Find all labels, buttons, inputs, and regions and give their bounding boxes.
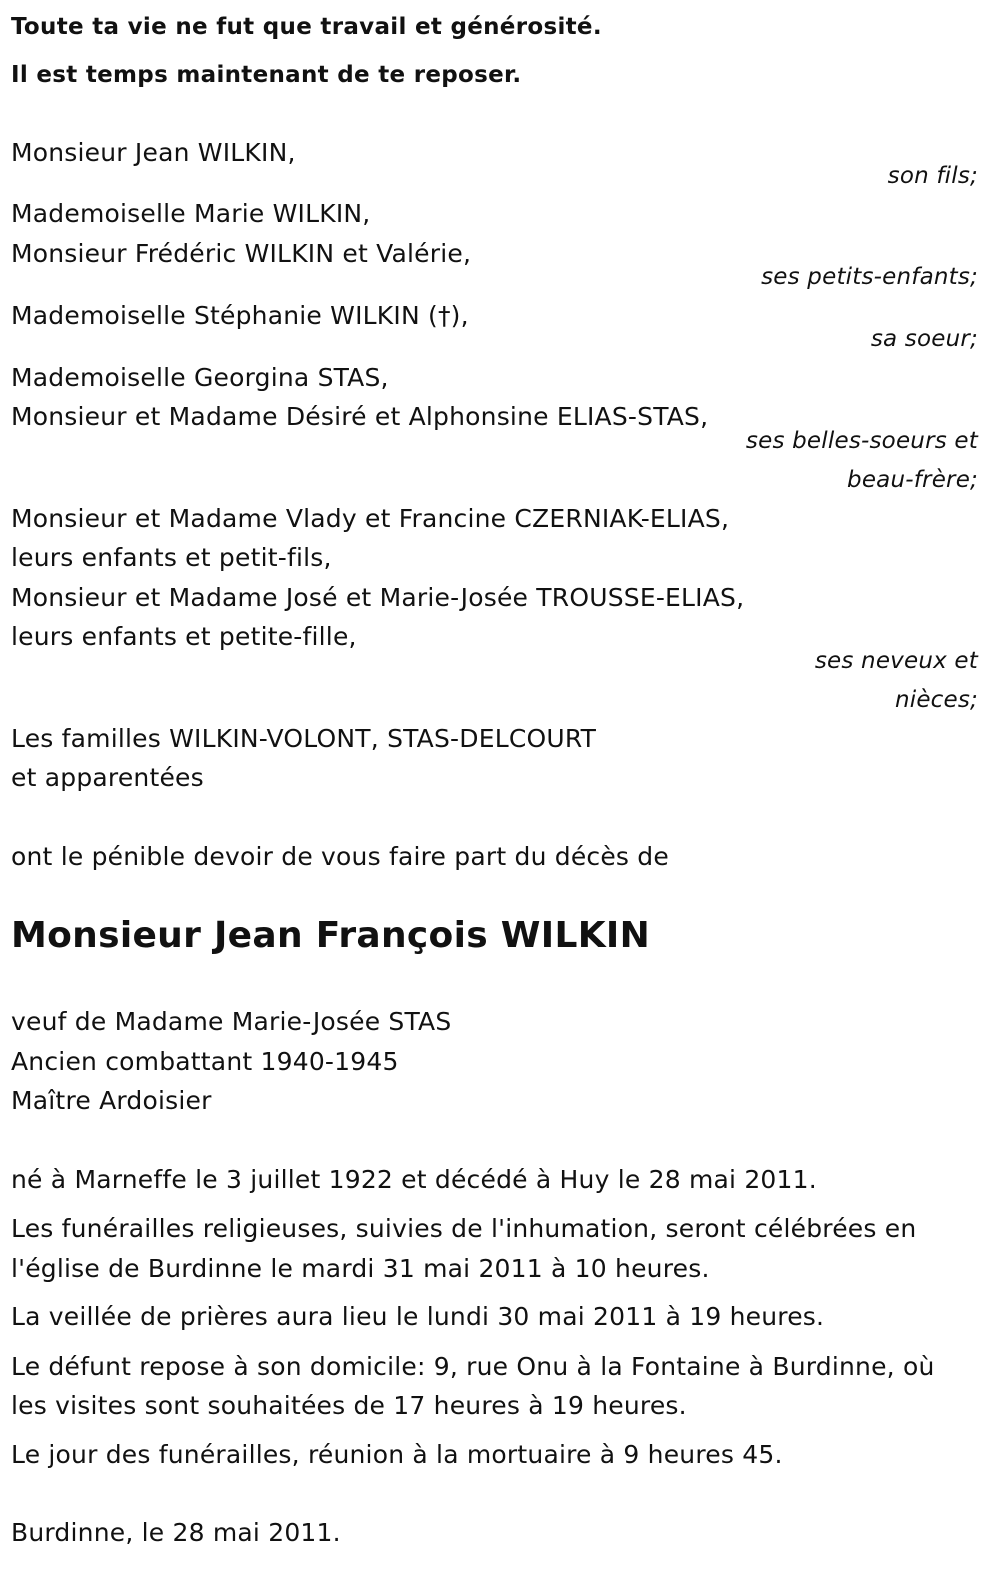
vigil-line: La veillée de prières aura lieu le lundi 30 mai 2011 à 19 heures. bbox=[11, 1302, 825, 1331]
birth-death-line: né à Marneffe le 3 juillet 1922 et décédé à Huy le 28 mai 2011. bbox=[11, 1165, 817, 1194]
deceased-detail: Ancien combattant 1940-1945 bbox=[11, 1047, 399, 1076]
family-sister-name: Mademoiselle Stéphanie WILKIN (†), bbox=[11, 301, 469, 330]
family-grandchild-name: Monsieur Frédéric WILKIN et Valérie, bbox=[11, 239, 472, 268]
family-in-law-name: Monsieur et Madame Désiré et Alphonsine ELIAS-STAS, bbox=[11, 402, 709, 431]
rest-line: Le défunt repose à son domicile: 9, rue Onu à la Fontaine à Burdinne, où bbox=[11, 1352, 935, 1381]
family-nephews-relation: nièces; bbox=[894, 687, 978, 713]
family-grandchild-name: Mademoiselle Marie WILKIN, bbox=[11, 199, 371, 228]
family-son-relation: son fils; bbox=[887, 163, 978, 189]
header-line-2: Il est temps maintenant de te reposer. bbox=[11, 62, 522, 88]
family-in-law-name: Mademoiselle Georgina STAS, bbox=[11, 363, 389, 392]
place-date-line: Burdinne, le 28 mai 2011. bbox=[11, 1518, 341, 1547]
family-nephew-name: Monsieur et Madame Vlady et Francine CZERNIAK-ELIAS, bbox=[11, 504, 730, 533]
family-nephews-relation: ses neveux et bbox=[814, 648, 978, 674]
family-nephew-name: leurs enfants et petit-fils, bbox=[11, 543, 332, 572]
family-families-line: et apparentées bbox=[11, 763, 204, 792]
deceased-name: Monsieur Jean François WILKIN bbox=[11, 915, 651, 956]
header-line-1: Toute ta vie ne fut que travail et générosité. bbox=[11, 14, 602, 40]
family-grandchildren-relation: ses petits-enfants; bbox=[761, 264, 978, 290]
family-son-name: Monsieur Jean WILKIN, bbox=[11, 138, 296, 167]
funeral-line: Les funérailles religieuses, suivies de l'inhumation, seront célébrées en bbox=[11, 1214, 917, 1243]
family-sister-relation: sa soeur; bbox=[870, 326, 978, 352]
meeting-line: Le jour des funérailles, réunion à la mortuaire à 9 heures 45. bbox=[11, 1440, 783, 1469]
deceased-detail: Maître Ardoisier bbox=[11, 1086, 212, 1115]
funeral-line: l'église de Burdinne le mardi 31 mai 2011 à 10 heures. bbox=[11, 1254, 710, 1283]
family-families-line: Les familles WILKIN-VOLONT, STAS-DELCOURT bbox=[11, 724, 597, 753]
family-in-laws-relation: beau-frère; bbox=[847, 467, 978, 493]
rest-line: les visites sont souhaitées de 17 heures à 19 heures. bbox=[11, 1391, 687, 1420]
family-in-laws-relation: ses belles-soeurs et bbox=[745, 428, 978, 454]
family-nephew-name: Monsieur et Madame José et Marie-Josée TROUSSE-ELIAS, bbox=[11, 583, 745, 612]
deceased-detail: veuf de Madame Marie-Josée STAS bbox=[11, 1007, 452, 1036]
family-nephew-name: leurs enfants et petite-fille, bbox=[11, 622, 357, 651]
announcement-text: ont le pénible devoir de vous faire part du décès de bbox=[11, 842, 669, 871]
